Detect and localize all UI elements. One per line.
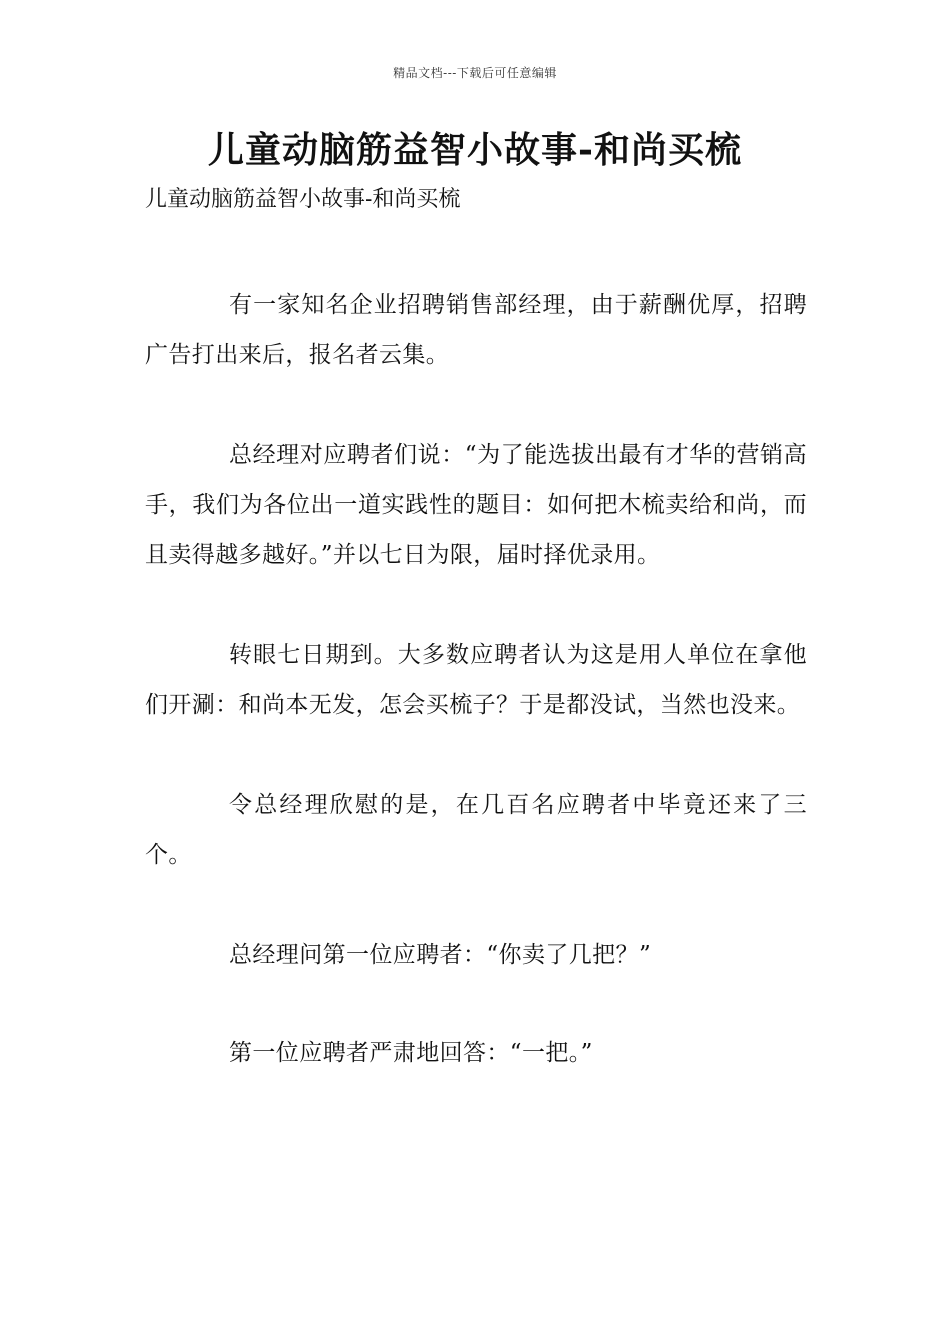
paragraph-4: 令总经理欣慰的是，在几百名应聘者中毕竟还来了三个。 [145, 792, 807, 868]
document-subtitle: 儿童动脑筋益智小故事-和尚买梳 [145, 187, 461, 212]
header-note: 精品文档---下载后可任意编辑 [393, 66, 557, 80]
paragraph-2: 总经理对应聘者们说：“为了能选拔出最有才华的营销高手，我们为各位出一道实践性的题目：如何把木梳卖给和尚，而且卖得越多越好。”并以七日为限，届时择优录用。 [145, 442, 807, 568]
document-title: 儿童动脑筋益智小故事-和尚买梳 [208, 129, 742, 171]
document-body [145, 280, 807, 1126]
paragraph-3: 转眼七日期到。大多数应聘者认为这是用人单位在拿他们开涮：和尚本无发，怎会买梳子？于是都没试，当然也没来。 [145, 642, 807, 718]
paragraph-1: 有一家知名企业招聘销售部经理，由于薪酬优厚，招聘广告打出来后，报名者云集。 [145, 292, 807, 368]
paragraph-6: 第一位应聘者严肃地回答：“一把。” [229, 1040, 593, 1066]
paragraph-5: 总经理问第一位应聘者：“你卖了几把？” [229, 942, 652, 968]
